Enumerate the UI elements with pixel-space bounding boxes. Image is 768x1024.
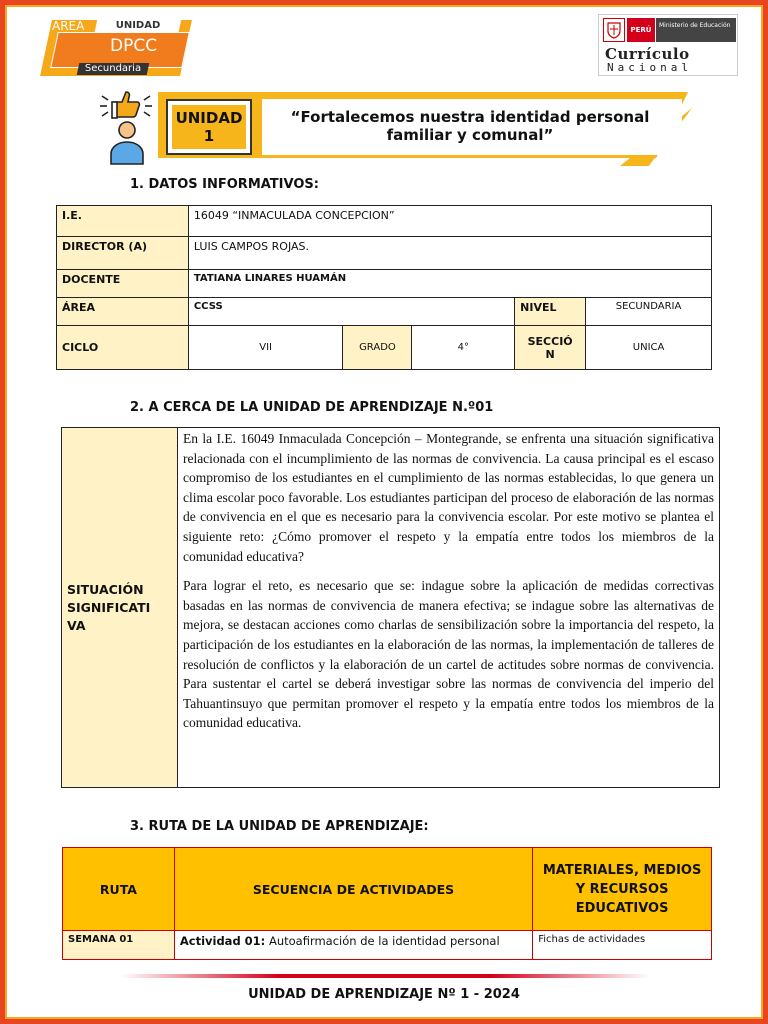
unit-number: 1 [203, 127, 215, 145]
docente-value: TATIANA LINARES HUAMÁN [188, 270, 711, 298]
grado-label: GRADO [343, 326, 412, 370]
actividad-text: Autoafirmación de la identidad personal [265, 934, 500, 948]
col-ruta-header: RUTA [63, 848, 175, 931]
nivel-label: NIVEL [515, 298, 586, 326]
unit-title: “Fortalecemos nuestra identidad personal familiar y comunal” [290, 108, 650, 144]
unidad-label: UNIDAD [115, 20, 161, 31]
situacion-table [61, 427, 720, 788]
actividad-label: Actividad 01: [179, 934, 266, 948]
ruta-cell: SEMANA 01 [63, 931, 175, 960]
section-3-heading: 3. RUTA DE LA UNIDAD DE APRENDIZAJE: [130, 819, 429, 834]
datos-informativos-table [56, 205, 712, 370]
seccion-value: UNICA [586, 326, 712, 370]
situacion-label [62, 428, 178, 788]
nivel-value: SECUNDARIA [586, 298, 712, 326]
situacion-label-line-3: VA [67, 617, 86, 633]
grado-value: 4° [412, 326, 515, 370]
ruta-table [62, 847, 712, 960]
thumbs-up-person-icon [98, 88, 158, 166]
ie-label: I.E. [57, 206, 189, 237]
situacion-text [177, 428, 719, 788]
col-secuencia-header: SECUENCIA DE ACTIVIDADES [174, 848, 532, 931]
section-1-heading: 1. DATOS INFORMATIVOS: [130, 177, 319, 192]
table-row [63, 931, 712, 960]
area-label-cell: ÁREA [57, 298, 189, 326]
situacion-label-line-1: SITUACIÓN [67, 581, 144, 597]
materiales-cell: Fichas de actividades [533, 931, 712, 960]
area-label: AREA [52, 19, 85, 33]
situacion-paragraph-1: En la I.E. 16049 Inmaculada Concepción – Montegrande, se enfrenta una situación significativa relacionada con el incumplimiento de las normas de convivencia. La causa principal es el escaso compromiso de los estudiantes en el cumplimiento de las normas establecidas, lo que genera un clima escolar poco favorable. Los estudiantes participan del proceso de elaboración de las normas de convivencia en el que es necesario para la convivencia escolar. Por este motivo se plantea el siguiente reto: ¿Cómo promover el respeto y la empatía entre todos los miembros de la comunidad educativa? [182, 431, 714, 564]
footer-divider [120, 974, 650, 978]
ie-value: 16049 “INMACULADA CONCEPCION” [188, 206, 711, 237]
course-name: DPCC [110, 36, 158, 56]
curriculo-nacional-logo [598, 14, 738, 76]
area-value: CCSS [188, 298, 514, 326]
ciclo-value: VII [188, 326, 343, 370]
footer-text: UNIDAD DE APRENDIZAJE Nº 1 - 2024 [248, 987, 520, 1002]
director-value: LUIS CAMPOS ROJAS. [188, 237, 711, 270]
logo-curriculo: Currículo [605, 45, 690, 63]
director-label: DIRECTOR (A) [57, 237, 189, 270]
docente-label: DOCENTE [57, 270, 189, 298]
situacion-label-line-2: SIGNIFICATI [67, 599, 151, 615]
situacion-paragraph-2: Para lograr el reto, es necesario que se: indague sobre la aplicación de medidas correctivas basadas en las normas de convivencia de manera efectiva; se indague sobre las alternativas de mejora, se destacan acciones como charlas de sensibilización sobre la importancia del respeto, la participación de los estudiantes en la elaboración de las normas, la implementación de talleres de resolución de conflictos y la elaboración de un cartel de actitudes sobre normas de convivencia. Para sustentar el cartel se deberá investigar sobre las normas de convivencia del imperio del Tahuantinsuyo que permitan promover el respeto y la empatía entre todos los miembros de la comunidad educativa. [182, 578, 714, 731]
unit-label: UNIDAD [175, 109, 243, 127]
unit-number-box [166, 99, 252, 155]
coat-of-arms-icon [603, 18, 625, 42]
logo-country: PERÚ [627, 18, 655, 42]
ciclo-label: CICLO [57, 326, 189, 370]
seccion-label-line-1: SECCIÓ [527, 334, 573, 348]
actividad-cell [174, 931, 532, 960]
seccion-label-line-2: N [545, 347, 555, 361]
seccion-label [515, 326, 586, 370]
section-2-heading: 2. A CERCA DE LA UNIDAD DE APRENDIZAJE N.º01 [130, 400, 494, 415]
level-label: Secundaria [84, 63, 142, 74]
logo-nacional: Nacional [607, 61, 692, 74]
logo-ministry: Ministerio de Educación [656, 18, 736, 42]
col-materiales-header: MATERIALES, MEDIOS Y RECURSOS EDUCATIVOS [533, 848, 712, 931]
